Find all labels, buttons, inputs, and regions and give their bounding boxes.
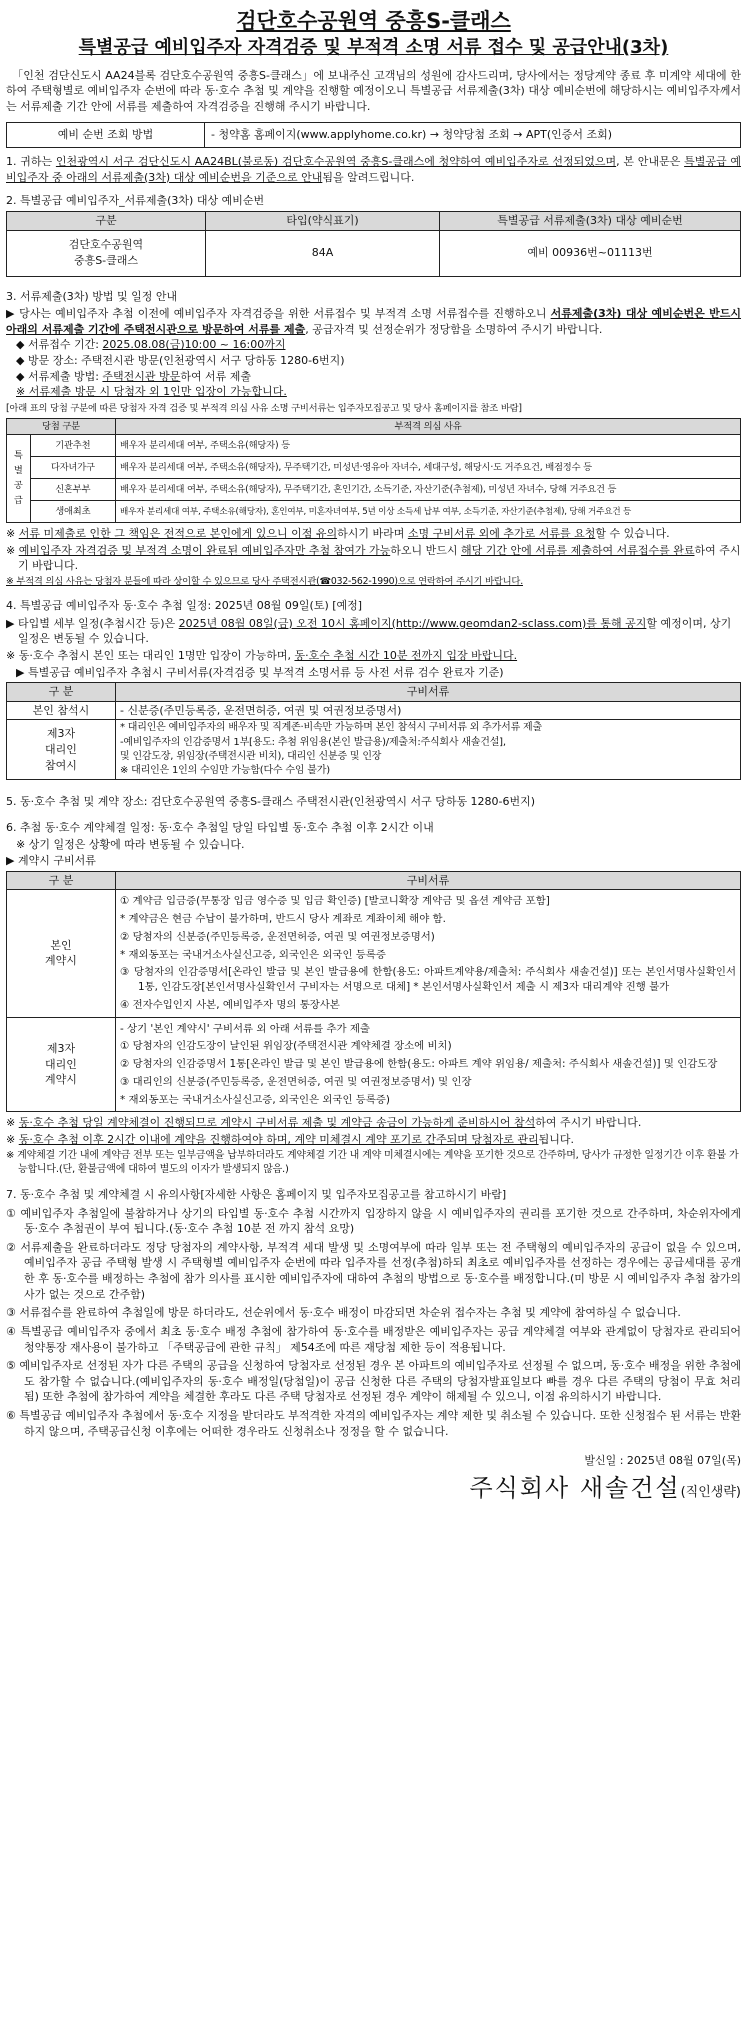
s1-text-b: 인천광역시 서구 검단신도시 AA24BL(불로동) 검단호수공원역 중흥S-클래스에 청약하여 예비입주자로 선정되었으며 xyxy=(55,155,617,169)
note-mark: ※ xyxy=(6,1133,19,1147)
s4-p2a: ※ 동·호수 추첨시 본인 또는 대리인 1명만 입장이 가능하며, xyxy=(6,649,295,662)
s3-n1e: 할 수 있습니다. xyxy=(595,527,670,541)
s4-p2b: 동·호수 추첨 시간 10분 전까지 입장 바랍니다. xyxy=(294,649,518,662)
th-kind: 구 분 xyxy=(7,683,116,702)
s1-text-c: , 본 안내문은 xyxy=(616,155,685,169)
lookup-label: 예비 순번 조회 방법 xyxy=(7,123,205,148)
s3-n2d: 해당 기간 안에 서류를 제출하여 서류접수를 완료 xyxy=(460,543,695,557)
page-subtitle: 특별공급 예비입주자 자격검증 및 부적격 소명 서류 접수 및 공급안내(3차) xyxy=(78,37,669,59)
caution-item: ③ 서류접수를 완료하여 추첨일에 방문 하더라도, 선순위에서 동·호수 배정이 마감되면 차순위 접수자는 추첨 및 계약에 참여하실 수 없습니다. xyxy=(6,1306,681,1320)
contract-line: ② 당첨자의 인감증명서 1통[온라인 발급 및 본인 발급용에 한함(용도: 아파트 계약 위임용/ 제출처: 주식회사 새솔건설)] 및 인감도장 xyxy=(120,1058,718,1071)
s3-n2e: 하여 주시기 바랍니다. xyxy=(18,543,741,573)
s6-n2c: 됩니다. xyxy=(538,1133,574,1147)
s3-paragraph xyxy=(6,306,741,337)
s6-n1c: 하여 주시기 바랍니다. xyxy=(535,1116,642,1130)
caution-item: ② 서류제출을 완료하더라도 정당 당첨자의 계약사항, 부적격 세대 발생 및 소명여부에 따라 일부 또는 전 주택형의 예비입주자의 공급이 없을 수 있으며, 예비입주자 공급 주택형 발생 시 주택형별 예비입주자 순번에 따라 입주자를 선정(추첨)하되 최초로 예비입주자를 선정하는 경우에는 공급세대를 공개한 후 동·호수를 배정하는 추첨에 참가 의사를 표시한 예비입주자에 대하여 추첨의 방법으로 동·호수를 배정합니다.(미 방문 시 예비입주자 추첨 참가의사가 없는 것으로 간주함) xyxy=(6,1240,741,1301)
reserve-range-table xyxy=(6,211,741,277)
s3-place: ◆ 방문 장소: 주택전시관 방문(인천광역시 서구 당하동 1280-6번지) xyxy=(16,353,345,367)
s3-note-1 xyxy=(6,526,741,542)
s4-docs-title: ▶ 특별공급 예비입주자 추첨시 구비서류(자격검증 및 부적격 소명서류 등 사전 서류 검수 완료자 기준) xyxy=(16,665,504,679)
self-contract-label: 본인 계약시 xyxy=(7,890,116,1017)
row-label: 다자녀가구 xyxy=(30,457,115,479)
contract-docs-table xyxy=(6,871,741,1113)
row-label: 신혼부부 xyxy=(30,479,115,501)
section-5-title: 5. 동·호수 추첨 및 계약 장소: 검단호수공원역 중흥S-클래스 주택전시관(인천광역시 서구 당하동 1280-6번지) xyxy=(6,795,536,809)
cell-complex: 검단호수공원역 중흥S-클래스 xyxy=(7,230,206,276)
caution-item: ① 예비입주자 추첨일에 불참하거나 상기의 타입별 동·호수 추첨 시간까지 입장하지 않을 시 예비입주자의 권리를 포기한 것으로 간주하며, 차순위자에게 동·호수 추첨권이 부여 됩니다.(동·호수 추첨 10분 전 까지 참석 요망) xyxy=(6,1206,741,1236)
section-3-title: 3. 서류제출(3차) 방법 및 일정 안내 xyxy=(6,289,178,303)
s4-p1a: ▶ 타입별 세부 일정(추첨시간 등)은 xyxy=(6,616,179,630)
lookup-box xyxy=(6,122,741,148)
proxy-line: * 대리인은 예비입주자의 배우자 및 직계존·비속만 가능하며 본인 참석시 구비서류 외 추가서류 제출 xyxy=(120,722,542,734)
s3-visit-note: ※ 서류제출 방문 시 당첨자 외 1인만 입장이 가능합니다. xyxy=(16,385,287,399)
caution-item: ⑥ 특별공급 예비입주자 추첨에서 동·호수 지정을 받더라도 부적격한 자격의 예비입주자는 계약 제한 및 취소될 수 있습니다. 또한 신청접수 된 서류는 반환하지 않으며, 주택공급신청 이후에는 어떠한 경우라도 신청취소나 정정을 할 수 없습니다. xyxy=(6,1408,741,1438)
cell-type: 84A xyxy=(206,230,440,276)
proxy-line: ※ 대리인은 1인의 수임만 가능함(다수 수임 불가) xyxy=(120,765,330,776)
th-docs: 구비서류 xyxy=(116,683,741,702)
period-value: 2025.08.08(금)10:00 ~ 16:00까지 xyxy=(102,338,286,352)
section-1 xyxy=(6,154,741,185)
page-title: 검단호수공원역 중흥S-클래스 xyxy=(236,9,511,33)
contract-line: ③ 당첨자의 인감증명서[온라인 발급 및 본인 발급용에 한함(용도: 아파트계약용/제출처: 주식회사 새솔건설)] 또는 본인서명사실확인서 1통, 인감도장[본인서명사실확인서 구비자는 서명으로 대체] * 본인서명사실확인서 제출 시 제3자 대리계약 진행 불가 xyxy=(120,966,736,994)
s3-method xyxy=(6,369,741,385)
th-win-type: 당첨 구분 xyxy=(7,418,116,434)
method-label: ◆ 서류제출 방법: xyxy=(16,369,103,383)
section-4-title: 4. 특별공급 예비입주자 동·호수 추첨 일정: 2025년 08월 09일(토) [예정] xyxy=(6,599,363,613)
s6-docs-title: ▶ 계약시 구비서류 xyxy=(6,854,96,868)
section-2-title: 2. 특별공급 예비입주자_서류제출(3차) 대상 예비순번 xyxy=(6,194,265,208)
method-suffix: 하여 서류 제출 xyxy=(180,369,252,383)
contract-line: ① 계약금 입금증(무통장 입금 영수증 및 입금 확인증) [발코니확장 계약금 및 옵션 계약금 포함] xyxy=(120,895,550,908)
th-category: 구분 xyxy=(7,211,206,230)
s6-n2b: 동·호수 추첨 이후 2시간 이내에 계약을 진행하여야 하며, 계약 미체결시 계약 포기로 간주되며 당첨자로 관리 xyxy=(18,1133,539,1147)
s3-note-3: ※ 부적격 의심 사유는 당첨자 분들에 따라 상이할 수 있으므로 당사 주택전시관(☎032-562-1990)으로 연락하여 주시기 바랍니다. xyxy=(6,575,523,587)
proxy-line: -예비입주자의 인감증명서 1부[용도: 추첨 위임용(본인 발급용)/제출처:주식회사 새솔건설], xyxy=(120,736,506,748)
contract-line: ④ 전자수입인지 사본, 예비입주자 명의 통장사본 xyxy=(120,998,340,1011)
s4-p1c: 할 예정이며, 상기 일정은 변동될 수 있습니다. xyxy=(18,616,732,646)
s7-items xyxy=(6,1206,741,1440)
s3-p1b: 서류제출(3차) 대상 예비순번은 반드시 아래의 서류제출 기간에 주택전시관으로 방문하여 서류를 제출 xyxy=(6,307,742,336)
s3-p1c: , 공급자격 및 선정순위가 정당함을 소명하여 주시기 바랍니다. xyxy=(305,322,603,336)
contract-line: * 계약금은 현금 수납이 불가하며, 반드시 당사 계좌로 계좌이체 해야 함. xyxy=(120,913,446,925)
contract-line: * 재외동포는 국내거소사실신고증, 외국인은 외국인 등록증) xyxy=(120,1093,390,1106)
s4-paragraph-1 xyxy=(6,616,741,647)
contract-line: ② 당첨자의 신분증(주민등록증, 운전면허증, 여권 및 여권정보증명서) xyxy=(120,930,435,943)
row-reason: 배우자 분리세대 여부, 주택소유(해당자) 등 xyxy=(116,435,741,457)
th-reason: 부적격 의심 사유 xyxy=(116,418,741,434)
s4-p1b: 2025년 08월 08일(금) 오전 10시 홈페이지(http://www.geomdan2-sclass.com)를 통해 공지 xyxy=(178,616,647,630)
proxy-contract-label: 제3자 대리인 계약시 xyxy=(7,1017,116,1112)
s6-note-2 xyxy=(6,1132,741,1148)
s6-note: ※ 상기 일정은 상황에 따라 변동될 수 있습니다. xyxy=(16,838,245,852)
contract-line: ③ 대리인의 신분증(주민등록증, 운전면허증, 여권 및 여권정보증명서) 및 인장 xyxy=(120,1075,472,1088)
method-value: 주택전시관 방문 xyxy=(102,369,181,383)
s3-n2b: 예비입주자 자격검증 및 부적격 소명이 완료된 예비입주자만 추첨 참여가 가능 xyxy=(18,543,391,557)
s6-note-1 xyxy=(6,1115,741,1131)
row-label: 생애최초 xyxy=(30,501,115,523)
row-label: 기관추천 xyxy=(30,435,115,457)
s1-text-e: 됨을 알려드립니다. xyxy=(322,170,415,184)
th-range: 특별공급 서류제출(3차) 대상 예비순번 xyxy=(440,211,741,230)
contract-line: * 재외동포는 국내거소사실신고증, 외국인은 외국인 등록증 xyxy=(120,948,386,961)
company-signature xyxy=(6,1471,741,1505)
special-supply-group: 특 별 공 급 xyxy=(7,435,31,523)
contract-line: ① 당첨자의 인감도장이 날인된 위임장(주택전시관 계약체결 장소에 비치) xyxy=(120,1040,452,1053)
proxy-attend-label: 제3자 대리인 참여시 xyxy=(7,720,116,780)
issue-date: 발신일 : 2025년 08월 07일(목) xyxy=(584,1454,741,1468)
row-reason: 배우자 분리세대 여부, 주택소유(해당자), 혼인여부, 미혼자녀여부, 5년 이상 소득세 납부 여부, 소득기준, 자산기준(추첨제), 당해 거주요건 등 xyxy=(116,501,741,523)
s3-note-2 xyxy=(6,543,741,574)
s6-note-3: ※ 계약체결 기간 내에 계약금 전부 또는 일부금액을 납부하더라도 계약체결 기간 내 계약 미체결시에는 계약을 포기한 것으로 간주하며, 당사가 규정한 일정기간 이후 환불 가능합니다.(단, 환불금액에 대하여 별도의 이자가 발생되지 않음.) xyxy=(6,1149,739,1175)
seal-omitted: (직인생략) xyxy=(680,1484,741,1500)
note-mark: ※ xyxy=(6,527,19,541)
s6-n1b: 동·호수 추첨 당일 계약체결이 진행되므로 계약시 구비서류 제출 및 계약금 송금이 가능하게 준비하시어 참석 xyxy=(18,1116,536,1130)
period-label: ◆ 서류접수 기간: xyxy=(16,338,103,352)
lookup-value: - 청약홈 홈페이지(www.applyhome.co.kr) → 청약당첨 조회 → APT(인증서 조회) xyxy=(205,123,741,148)
proxy-line: 및 인감도장, 위임장(주택전시관 비치), 대리인 신분증 및 인장 xyxy=(120,750,382,762)
self-attend-docs: - 신분증(주민등록증, 운전면허증, 여권 및 여권정보증명서) xyxy=(116,701,741,720)
s1-text-a: 1. 귀하는 xyxy=(6,155,56,169)
s3-n2c: 하오니 반드시 xyxy=(390,543,461,557)
self-contract-docs xyxy=(116,890,741,1017)
s3-p1a: ▶ 당사는 예비입주자 추첨 이전에 예비입주자 자격검증을 위한 서류접수 및 부적격 소명 서류접수를 진행하오니 xyxy=(6,307,551,321)
proxy-contract-docs xyxy=(116,1017,741,1112)
self-attend-label: 본인 참석시 xyxy=(7,701,116,720)
cell-range: 예비 00936번~01113번 xyxy=(440,230,741,276)
s3-period xyxy=(6,337,741,353)
s3-n1b: 서류 미제출로 인한 그 책임은 전적으로 본인에게 있으니 이점 유의 xyxy=(18,527,338,541)
s1-text-d: 특별공급 예비입주자 중 아래의 서류제출(3차) 대상 예비순번을 기준으로 안내 xyxy=(6,155,741,184)
note-mark: ※ xyxy=(6,543,19,557)
suspicion-table xyxy=(6,418,741,523)
th-kind: 구 분 xyxy=(7,871,116,890)
contract-line: - 상기 '본인 계약시' 구비서류 외 아래 서류를 추가 제출 xyxy=(120,1022,370,1035)
row-reason: 배우자 분리세대 여부, 주택소유(해당자), 무주택기간, 미성년·영유아 자녀수, 세대구성, 해당시·도 거주요건, 배점정수 등 xyxy=(116,457,741,479)
s3-reference: [아래 표의 당첨 구분에 따른 당첨자 자격 검증 및 부적격 의심 사유 소명 구비서류는 입주자모집공고 및 당사 홈페이지를 참조 바람] xyxy=(6,402,522,414)
company-name: 주식회사 새솔건설 xyxy=(469,1473,681,1502)
proxy-attend-docs xyxy=(116,720,741,780)
th-type: 타입(약식표기) xyxy=(206,211,440,230)
caution-item: ④ 특별공급 예비입주자 중에서 최초 동·호수 배정 추첨에 참가하여 동·호수를 배정받은 예비입주자는 공급 계약체결 여부와 관계없이 당첨자로 관리되어 청약통장 재사용이 불가하고 「주택공급에 관한 규칙」 제54조에 따른 재당첨 제한 등이 적용됩니다. xyxy=(6,1324,741,1354)
caution-item: ⑤ 예비입주자로 선정된 자가 다른 주택의 공급을 신청하여 당첨자로 선정된 경우 본 아파트의 예비입주자로 선정될 수 없으며, 동·호수 배정을 위한 추첨에도 참가할 수 없습니다.(예비입주자의 동·호수 배정일(당첨일)이 공급 신청한 다른 주택의 당첨자발표일보다 빠를 경우 다른 주택의 당첨이 무효 처리됨) 또한 추첨에 참가하여 계약을 체결한 후라도 다른 주택 당첨자로 선정된 경우 계약이 해제될 수 있으니, 이점 유의하시기 바랍니다. xyxy=(6,1359,741,1404)
intro-paragraph: 「인천 검단신도시 AA24블록 검단호수공원역 중흥S-클래스」에 보내주신 고객님의 성원에 감사드리며, 당사에서는 정당계약 종료 후 미계약 세대에 한하여 주택형별로 예비입주자 순번에 따라 동·호수 추첨 및 계약을 진행할 예정이오니 특별공급 서류제출(3차) 대상 예비순번에 해당하시는 예비입주자께서는 서류제출 기간 안에 서류를 제출하여 자격검증을 진행해 주시기 바랍니다. xyxy=(6,68,741,113)
draw-docs-table xyxy=(6,682,741,780)
note-mark: ※ xyxy=(6,1116,19,1130)
s3-n1d: 소명 구비서류 외에 추가로 서류를 요청 xyxy=(407,527,596,541)
th-docs: 구비서류 xyxy=(116,871,741,890)
row-reason: 배우자 분리세대 여부, 주택소유(해당자), 무주택기간, 혼인기간, 소득기준, 자산기준(추첨제), 미성년 자녀수, 당해 거주요건 등 xyxy=(116,479,741,501)
section-7-title: 7. 동·호수 추첨 및 계약체결 시 유의사항[자세한 사항은 홈페이지 및 입주자모집공고를 참고하시기 바람] xyxy=(6,1188,507,1202)
s3-n1c: 하시기 바라며 xyxy=(337,527,408,541)
section-6-title: 6. 추첨 동·호수 계약체결 일정: 동·호수 추첨일 당일 타입별 동·호수 추첨 이후 2시간 이내 xyxy=(6,820,434,834)
s4-paragraph-2 xyxy=(6,648,741,664)
